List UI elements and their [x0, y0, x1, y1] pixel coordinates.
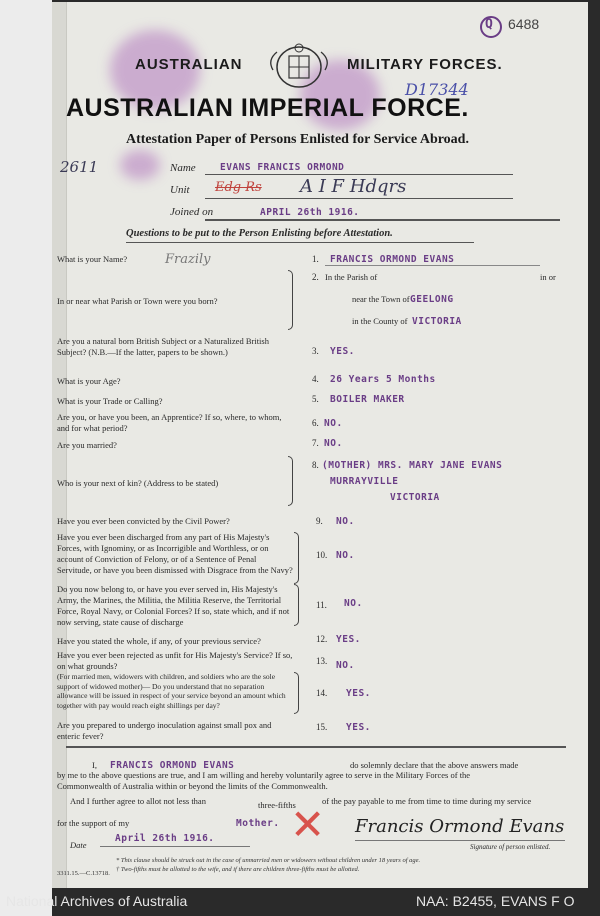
question-2-text: In or near what Parish or Town were you born?	[57, 296, 218, 306]
coat-of-arms-icon	[263, 40, 335, 92]
date-rule	[100, 846, 250, 847]
declaration-text-2: by me to the above questions are true, and I am willing and hereby voluntarily agree to serve in the Military Forces of the	[57, 770, 471, 780]
answer-4-num: 4.	[312, 374, 319, 384]
questions-title-rule	[126, 242, 474, 243]
parish-suffix: in or	[540, 272, 556, 282]
answer-10-num: 10.	[316, 550, 328, 560]
footnote-1: * This clause should be struck out in the case of unmarried men or widowers without children under 18 years of age.	[116, 857, 421, 864]
archive-credit: National Archives of Australia	[6, 893, 188, 909]
question-12-text: Have you stated the whole, if any, of your previous service?	[57, 636, 261, 646]
header-title: AUSTRALIAN IMPERIAL FORCE.	[66, 94, 469, 122]
answer-10: NO.	[336, 550, 355, 561]
name-label: Name	[170, 162, 196, 174]
answer-3-num: 3.	[312, 346, 319, 356]
answer-8-line2: MURRAYVILLE	[330, 476, 399, 487]
parish-label: In the Parish of	[325, 272, 378, 282]
mark-cross-icon: ✕	[290, 801, 326, 848]
answer-13-num: 13.	[316, 656, 328, 666]
answer-11-num: 11.	[316, 600, 327, 610]
answer-14: YES.	[346, 688, 371, 699]
question-7-text: Are you married?	[57, 440, 117, 450]
header-right: MILITARY FORCES.	[347, 56, 503, 73]
unit-struck: Edg Rs	[215, 180, 262, 195]
signature-rule	[355, 840, 565, 841]
scan-margin	[0, 0, 52, 916]
question-10-text: Have you ever been discharged from any part of His Majesty's Forces, with Ignominy, or as Incorrigible and Worthless, or on account of Conviction of Felony, or of a Sentence of Penal Servitude, or have you been dismissed with Disgrace from the Navy?	[57, 532, 293, 575]
question-9-text: Have you ever been convicted by the Civil Power?	[57, 516, 230, 526]
brace	[294, 584, 299, 626]
county-label: in the County of	[352, 316, 408, 326]
support-value: Mother.	[236, 818, 280, 829]
print-code: 3311.15.—C.13718.	[57, 870, 110, 877]
reference-number: 6488	[508, 16, 540, 32]
county-value: VICTORIA	[412, 316, 462, 327]
town-label: near the Town of	[352, 294, 410, 304]
question-8-text: Who is your next of kin? (Address to be stated)	[57, 478, 219, 488]
answer-4: 26 Years 5 Months	[330, 374, 436, 385]
declaration-fraction: three-fifths	[258, 800, 296, 810]
unit-rule	[205, 198, 513, 199]
joined-rule	[205, 219, 560, 221]
unit-label: Unit	[170, 184, 190, 196]
answer-8-line1: (MOTHER) MRS. MARY JANE EVANS	[322, 460, 503, 471]
answer-6-num: 6.	[312, 418, 319, 428]
answer-8-line3: VICTORIA	[390, 492, 440, 503]
answer-6: NO.	[324, 418, 343, 429]
answer-8-num: 8.	[312, 460, 319, 470]
support-label: for the support of my	[57, 818, 130, 828]
footnote-2: † Two-fifths must be allotted to the wife, and if there are children three-fifths must be allotted.	[116, 866, 360, 873]
header-left: AUSTRALIAN	[135, 56, 243, 73]
brace	[294, 672, 299, 714]
signature-label: Signature of person enlisted.	[470, 843, 551, 851]
reference-prefix: Q	[485, 17, 494, 32]
declaration-text-4: And I further agree to allot not less than	[70, 796, 206, 806]
declaration-name: FRANCIS ORMOND EVANS	[110, 760, 235, 771]
question-14-text: (For married men, widowers with children, and soldiers who are the sole support of widowed mother)— Do you understand that no separation allowance will be issued in respect of your service beyond an amount which together with pay would reach eight shillings per day?	[57, 672, 286, 710]
answer-15: YES.	[346, 722, 371, 733]
answer-1-num: 1.	[312, 254, 319, 264]
date-label: Date	[70, 840, 87, 850]
answer-13: NO.	[336, 660, 355, 671]
questions-title: Questions to be put to the Person Enlisting before Attestation.	[126, 228, 393, 239]
joined-label: Joined on	[170, 206, 214, 218]
town-value: GEELONG	[410, 294, 454, 305]
declaration-text-4c: of the pay payable to me from time to time during my service	[322, 796, 532, 806]
pencil-note: Frazily	[165, 252, 211, 267]
question-13-text: Have you ever been rejected as unfit for His Majesty's Service? If so, on what grounds?	[57, 650, 293, 671]
declaration-text-3: Commonwealth of Australia within or beyond the limits of the Commonwealth.	[57, 781, 328, 791]
declaration-rule	[66, 746, 566, 748]
answer-15-num: 15.	[316, 722, 328, 732]
question-4-text: What is your Age?	[57, 376, 121, 386]
handwritten-note: D17344	[405, 80, 469, 99]
answer-7-num: 7.	[312, 438, 319, 448]
question-6-text: Are you, or have you been, an Apprentice? If so, where, to whom, and for what period?	[57, 412, 282, 433]
answer-14-num: 14.	[316, 688, 328, 698]
name-rule	[205, 174, 513, 175]
question-11-text: Do you now belong to, or have you ever served in, His Majesty's Army, the Marines, the Militia, the Militia Reserve, the Territorial Force, Royal Navy, or Colonial Forces? If so, state which, and if not now serving, state cause of discharge	[57, 584, 290, 627]
brace	[294, 532, 299, 584]
signature: Francis Ormond Evans	[355, 816, 565, 837]
date-value: April 26th 1916.	[115, 833, 215, 844]
answer-9: NO.	[336, 516, 355, 527]
header-subtitle: Attestation Paper of Persons Enlisted for Service Abroad.	[126, 132, 469, 147]
answer-5-num: 5.	[312, 394, 319, 404]
service-number: 2611	[60, 158, 99, 176]
ink-stamp	[120, 150, 160, 180]
answer-11: NO.	[344, 598, 363, 609]
answer-9-num: 9.	[316, 516, 323, 526]
brace	[288, 270, 293, 330]
joined-value: APRIL 26th 1916.	[260, 207, 360, 218]
answer-1-rule	[325, 265, 540, 266]
answer-1: FRANCIS ORMOND EVANS	[330, 254, 455, 265]
name-value: EVANS FRANCIS ORMOND	[220, 162, 345, 173]
question-15-text: Are you prepared to undergo inoculation against small pox and enteric fever?	[57, 720, 272, 741]
question-1-text: What is your Name?	[57, 254, 128, 264]
archive-reference: NAA: B2455, EVANS F O	[416, 893, 575, 909]
answer-7: NO.	[324, 438, 343, 449]
brace	[288, 456, 293, 506]
declaration-text-1: do solemnly declare that the above answers made	[350, 760, 519, 770]
question-5-text: What is your Trade or Calling?	[57, 396, 163, 406]
answer-5: BOILER MAKER	[330, 394, 405, 405]
question-3-text: Are you a natural born British Subject or a Naturalized British Subject? (N.B.—If the latter, papers to be shown.)	[57, 336, 269, 357]
answer-3: YES.	[330, 346, 355, 357]
answer-12-num: 12.	[316, 634, 328, 644]
unit-value: A I F Hdqrs	[300, 176, 407, 197]
answer-12: YES.	[336, 634, 361, 645]
declaration-prefix: I,	[92, 760, 97, 770]
answer-2-num: 2.	[312, 272, 319, 282]
